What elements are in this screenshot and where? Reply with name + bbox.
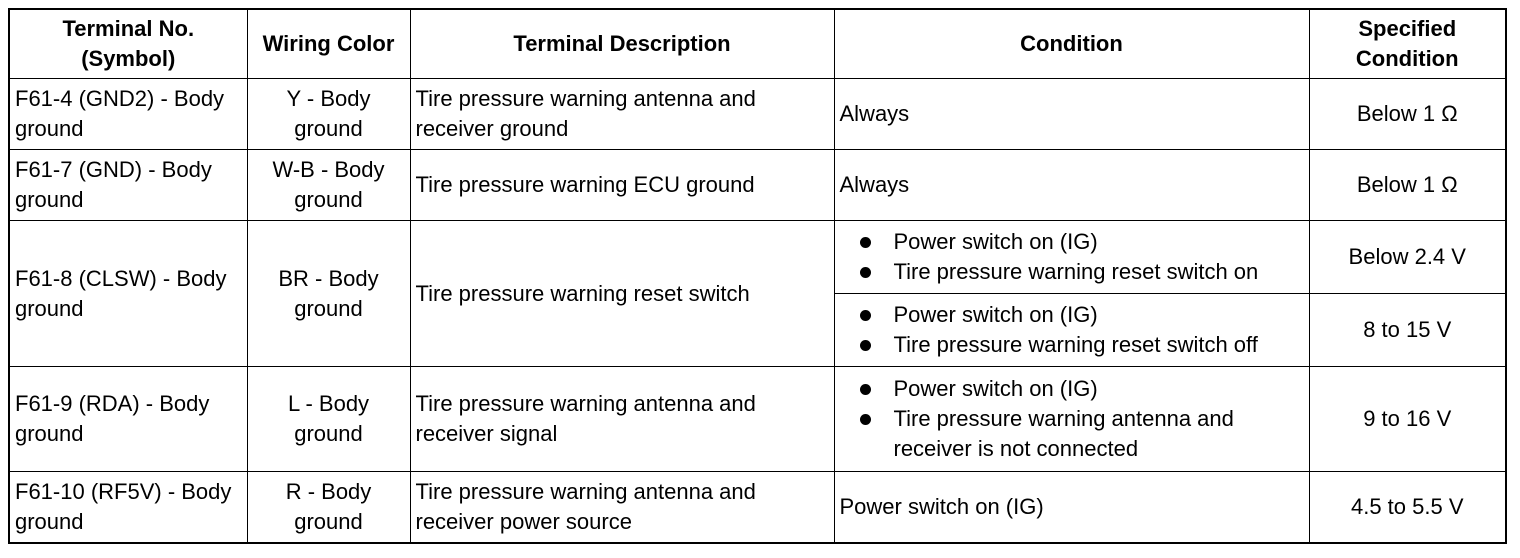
condition-item: [854, 300, 1304, 330]
condition-cell: [834, 221, 1309, 294]
condition-text: Power switch on (IG): [893, 229, 1098, 254]
bullet-icon: [860, 310, 871, 321]
bullet-icon: [860, 340, 871, 351]
condition-item: [854, 404, 1304, 464]
condition-cell: Power switch on (IG): [834, 472, 1309, 544]
condition-item: [854, 227, 1304, 257]
condition-text: Tire pressure warning antenna and receiver is not connected: [893, 406, 1234, 461]
specified-cell: Below 1 Ω: [1309, 150, 1506, 221]
terminal-cell: F61-7 (GND) - Body ground: [9, 150, 247, 221]
header-description: Terminal Description: [410, 9, 834, 79]
condition-cell: Always: [834, 150, 1309, 221]
table-row: [9, 367, 1506, 472]
table-row: [9, 221, 1506, 294]
bullet-icon: [860, 267, 871, 278]
specified-cell: 4.5 to 5.5 V: [1309, 472, 1506, 544]
condition-cell: [834, 367, 1309, 472]
header-wiring: Wiring Color: [247, 9, 410, 79]
condition-text: Tire pressure warning reset switch off: [893, 332, 1258, 357]
description-cell: Tire pressure warning antenna and receiver ground: [410, 79, 834, 150]
specified-cell: Below 2.4 V: [1309, 221, 1506, 294]
specified-cell: 8 to 15 V: [1309, 294, 1506, 367]
header-terminal-line2: (Symbol): [81, 46, 176, 71]
condition-text: Power switch on (IG): [893, 302, 1098, 327]
terminal-cell: F61-9 (RDA) - Body ground: [9, 367, 247, 472]
terminal-table: [8, 8, 1507, 544]
terminal-cell: F61-8 (CLSW) - Body ground: [9, 221, 247, 367]
terminal-cell: F61-10 (RF5V) - Body ground: [9, 472, 247, 544]
condition-cell: Always: [834, 79, 1309, 150]
wiring-cell: W-B - Body ground: [247, 150, 410, 221]
condition-text: Power switch on (IG): [893, 376, 1098, 401]
header-specified: [1309, 9, 1506, 79]
description-cell: Tire pressure warning reset switch: [410, 221, 834, 367]
bullet-icon: [860, 237, 871, 248]
wiring-cell: L - Body ground: [247, 367, 410, 472]
header-terminal: [9, 9, 247, 79]
header-specified-line2: Condition: [1355, 46, 1459, 71]
description-cell: Tire pressure warning antenna and receiver signal: [410, 367, 834, 472]
condition-item: [854, 374, 1304, 404]
description-cell: Tire pressure warning ECU ground: [410, 150, 834, 221]
table-row: [9, 79, 1506, 150]
wiring-cell: BR - Body ground: [247, 221, 410, 367]
specified-cell: Below 1 Ω: [1309, 79, 1506, 150]
condition-item: [854, 257, 1304, 287]
header-row: [9, 9, 1506, 79]
condition-list: [840, 300, 1304, 360]
terminal-cell: F61-4 (GND2) - Body ground: [9, 79, 247, 150]
condition-text: Tire pressure warning reset switch on: [893, 259, 1259, 284]
condition-item: [854, 330, 1304, 360]
table-row: [9, 472, 1506, 544]
condition-list: [840, 227, 1304, 287]
table-row: [9, 150, 1506, 221]
header-specified-line1: Specified: [1358, 16, 1457, 41]
header-terminal-line1: Terminal No.: [62, 16, 195, 41]
terminal-table-container: [8, 8, 1507, 544]
wiring-cell: R - Body ground: [247, 472, 410, 544]
description-cell: Tire pressure warning antenna and receiver power source: [410, 472, 834, 544]
bullet-icon: [860, 414, 871, 425]
condition-cell: [834, 294, 1309, 367]
specified-cell: 9 to 16 V: [1309, 367, 1506, 472]
bullet-icon: [860, 384, 871, 395]
wiring-cell: Y - Body ground: [247, 79, 410, 150]
header-condition: Condition: [834, 9, 1309, 79]
condition-list: [840, 374, 1304, 464]
